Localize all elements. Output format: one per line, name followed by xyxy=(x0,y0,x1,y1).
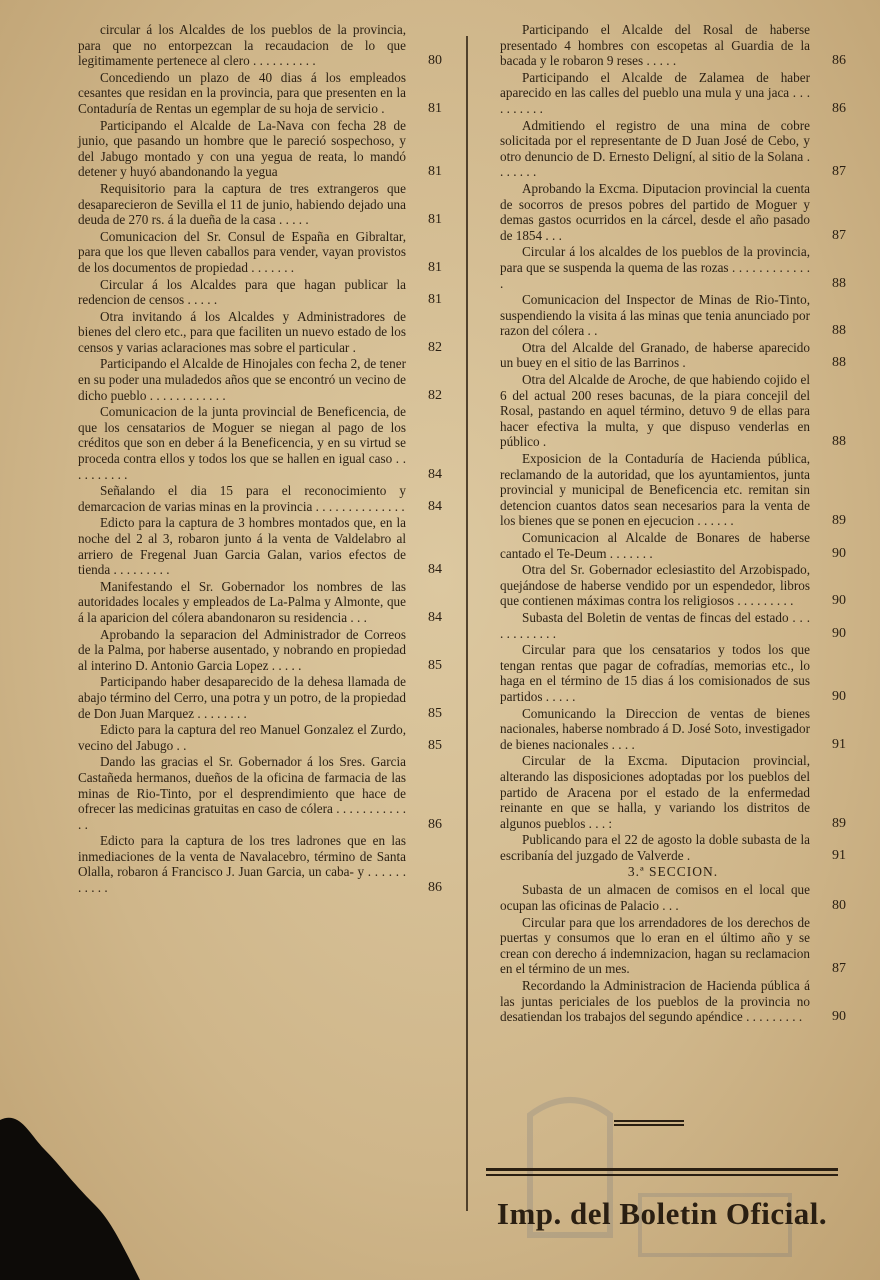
index-entry xyxy=(78,754,442,832)
page-number: 88 xyxy=(832,434,846,450)
double-rule xyxy=(486,1168,838,1180)
entry-text: Circular de la Excma. Diputacion provincial, alterando las disposiciones adoptadas por los pueblos del partido de Aracena por el estado de la enfermedad reinante en que se halla, y variando los distritos de algunos pueblos . . . : xyxy=(500,753,810,831)
page-number: 87 xyxy=(832,227,846,243)
page-number: 80 xyxy=(832,898,846,914)
entry-text: Comunicacion de la junta provincial de Beneficencia, de que los censatarios de Moguer se niegan al pago de los créditos que son en deber á la Beneficencia, y en su virtud se proceda contra ellos y todos los que se hallen en igual caso . . . . . . . . . . xyxy=(78,404,406,482)
right-entry-list xyxy=(500,22,846,863)
entry-text: Aprobando la Excma. Diputacion provincial la cuenta de socorros de presos pobres del partido de Moguer y demas gastos ocurridos en la cárcel, desde el año pasado de 1854 . . . xyxy=(500,180,810,243)
index-entry xyxy=(78,404,442,482)
page-number: 90 xyxy=(832,1009,846,1025)
page-number: 82 xyxy=(428,339,442,355)
entry-text: Subasta del Boletin de ventas de fincas del estado . . . . . . . . . . . . xyxy=(500,609,810,641)
entry-text: Participando haber desaparecido de la dehesa llamada de abajo término del Cerro, una potra y un potro, de la propiedad de Don Juan Marquez . . . . . . . . xyxy=(78,674,406,721)
entry-text: Aprobando la separacion del Administrador de Correos de la Palma, por haberse ausentado, y nobrando en propiedad al interino D. Antonio Garcia Lopez . . . . . xyxy=(78,626,406,673)
index-entry xyxy=(500,706,846,753)
page-number: 80 xyxy=(428,53,442,69)
index-entry xyxy=(500,118,846,180)
page-number: 91 xyxy=(832,736,846,752)
entry-text: Comunicando la Direccion de ventas de bienes nacionales, haberse nombrado á D. José Soto, investigador de bienes nacionales . . . . xyxy=(500,705,810,752)
index-entry xyxy=(500,181,846,243)
column-divider xyxy=(466,36,468,1211)
entry-text: Otra del Sr. Gobernador eclesiastito del Arzobispado, quejándose de haberse vendido por un espendedor, libros que contienen máximas contra los religiosos . . . . . . . . . xyxy=(500,562,810,609)
entry-text: Participando el Alcalde de Zalamea de haber aparecido en las calles del pueblo una mula y una jaca . . . . . . . . . . xyxy=(500,69,810,116)
left-column xyxy=(78,22,442,897)
entry-text: circular á los Alcaldes de los pueblos de la provincia, para que no entorpezcan la recaudacion de lo que legitimamente pertenece al clero . . . . . . . . . . xyxy=(78,22,406,69)
page-number: 81 xyxy=(428,164,442,180)
index-entry xyxy=(500,451,846,529)
index-entry xyxy=(500,372,846,450)
page-number: 81 xyxy=(428,259,442,275)
left-entry-list xyxy=(78,22,442,896)
entry-text: Exposicion de la Contaduría de Hacienda pública, reclamando de la autoridad, que los ayuntamientos, junta provincial y municipal de Beneficencia etc. remitan sin detencion cuantos datos sean necesarios para la venta de los bienes que se ponen en ejecucion . . . . . . xyxy=(500,451,810,529)
index-entry xyxy=(78,277,442,308)
index-entry xyxy=(500,70,846,117)
entry-text: Participando el Alcalde de Hinojales con fecha 2, de tener en su poder una muladedos años que se encontró un vecino de dicho pueblo . . . . . . . . . . . . xyxy=(78,356,406,403)
index-entry xyxy=(500,832,846,863)
page-number: 90 xyxy=(832,625,846,641)
page-number: 87 xyxy=(832,164,846,180)
entry-text: Circular para que los censatarios y todos los que tengan rentas que pagar de cofradías, memorias etc., lo haga en el término de 15 dias á los comisionados de sus partidos . . . . . xyxy=(500,642,810,704)
index-entry xyxy=(78,833,442,895)
page-number: 85 xyxy=(428,737,442,753)
section-title: 3.ª SECCION. xyxy=(627,864,719,880)
page-number: 90 xyxy=(832,593,846,609)
right-column xyxy=(500,22,846,1026)
entry-text: Otra invitando á los Alcaldes y Administradores de bienes del clero etc., para que faciliten un nuevo estado de los censos y varias aclaraciones mas sobre el particular . xyxy=(78,308,406,355)
index-entry xyxy=(500,978,846,1025)
printer-imprint: Imp. del Boletin Oficial. xyxy=(496,1196,828,1231)
entry-text: Subasta de un almacen de comisos en el local que ocupan las oficinas de Palacio . . . xyxy=(500,882,810,914)
page-number: 81 xyxy=(428,292,442,308)
page-number: 89 xyxy=(832,513,846,529)
index-entry xyxy=(500,244,846,291)
entry-text: Otra del Alcalde del Granado, de haberse aparecido un buey en el sitio de las Barrinos . xyxy=(500,339,810,371)
index-entry xyxy=(78,722,442,753)
page-number: 88 xyxy=(832,323,846,339)
torn-corner xyxy=(0,1110,140,1280)
page-number: 84 xyxy=(428,498,442,514)
entry-text: Publicando para el 22 de agosto la doble subasta de la escribanía del juzgado de Valverde . xyxy=(500,832,810,863)
index-entry xyxy=(500,882,846,913)
entry-text: Recordando la Administracion de Hacienda pública á las juntas periciales de los pueblos de la provincia no desatiendan los trabajos del segundo apéndice . . . . . . . . . xyxy=(500,978,810,1025)
index-entry xyxy=(78,627,442,674)
index-entry xyxy=(500,530,846,561)
index-entry xyxy=(78,70,442,117)
index-entry xyxy=(500,610,846,641)
entry-text: Concediendo un plazo de 40 dias á los empleados cesantes que residan en la provincia, para que presenten en la Contaduría de Rentas un egemplar de su hoja de servicio . xyxy=(78,69,406,116)
entry-text: Participando el Alcalde del Rosal de haberse presentado 4 hombres con escopetas al Guardia de la bacada y le robaron 9 reses . . . . . xyxy=(500,22,810,69)
index-entry xyxy=(78,515,442,577)
index-entry xyxy=(500,753,846,831)
page-number: 86 xyxy=(832,100,846,116)
page-number: 84 xyxy=(428,562,442,578)
entry-text: Circular á los alcaldes de los pueblos de la provincia, para que se suspenda la quema de las rozas . . . . . . . . . . . . . xyxy=(500,244,810,291)
index-entry xyxy=(78,483,442,514)
entry-text: Admitiendo el registro de una mina de cobre solicitada por el representante de D Juan José de Cebo, y otro denuncio de D. Ernesto Deligní, al sitio de la Solana . . . . . . . xyxy=(500,117,810,180)
page-number: 81 xyxy=(428,212,442,228)
entry-text: Dando las gracias el Sr. Gobernador á los Sres. Garcia Castañeda hermanos, dueños de la oficina de farmacia de las minas de Rio-Tinto, por el desprendimiento que hace de ofrecer las medicinas gratuitas en caso de cólera . . . . . . . . . . . . . xyxy=(78,754,406,832)
entry-text: Participando el Alcalde de La-Nava con fecha 28 de junio, que pasando un hombre que le pareció sospechoso, y del Jabugo montado y con una yegua de reata, lo mandó detener y huyó abandonando la yegua xyxy=(78,117,406,180)
page-number: 81 xyxy=(428,100,442,116)
page-number: 86 xyxy=(428,880,442,896)
page-number: 85 xyxy=(428,657,442,673)
index-entry xyxy=(78,181,442,228)
page-number: 82 xyxy=(428,387,442,403)
section-entry-list xyxy=(500,882,846,1024)
index-entry xyxy=(78,356,442,403)
index-entry xyxy=(500,642,846,704)
page-number: 85 xyxy=(428,705,442,721)
page-number: 91 xyxy=(832,847,846,863)
page-number: 84 xyxy=(428,466,442,482)
entry-text: Circular para que los arrendadores de los derechos de puertas y consumos que lo eran en el último año y se crean con derecho á indemnizacion, hagan su reclamacion en el término de un mes. xyxy=(500,914,810,977)
entry-text: Edicto para la captura de 3 hombres montados que, en la noche del 2 al 3, robaron junto á la venta de Valdelabro al arriero de Fregenal Juan Garcia Galan, varios efectos de tienda . . . . . . . . . xyxy=(78,515,406,578)
entry-text: Circular á los Alcaldes para que hagan publicar la redencion de censos . . . . . xyxy=(78,276,406,308)
index-entry xyxy=(500,292,846,339)
page-number: 90 xyxy=(832,688,846,704)
index-entry xyxy=(500,915,846,977)
entry-text: Edicto para la captura de los tres ladrones que en las inmediaciones de la venta de Navalacebro, término de Santa Olalla, robaron á Francisco J. Juan Garcia, un caba- y . . . . . . . . . . . xyxy=(78,833,406,896)
page-number: 88 xyxy=(832,275,846,291)
entry-text: Comunicacion al Alcalde de Bonares de haberse cantado el Te-Deum . . . . . . . xyxy=(500,530,810,561)
index-entry xyxy=(500,562,846,609)
index-entry xyxy=(500,340,846,371)
page-number: 84 xyxy=(428,609,442,625)
entry-text: Manifestando el Sr. Gobernador los nombres de las autoridades locales y empleados de La-Palma y Almonte, que á la aparicion del cólera abandonaron su residencia . . . xyxy=(78,578,406,625)
page-number: 90 xyxy=(832,545,846,561)
ornament-rule xyxy=(614,1120,684,1128)
entry-text: Edicto para la captura del reo Manuel Gonzalez el Zurdo, vecino del Jabugo . . xyxy=(78,722,406,753)
index-entry xyxy=(78,579,442,626)
index-entry xyxy=(78,309,442,356)
entry-text: Señalando el dia 15 para el reconocimiento y demarcacion de varias minas en la provincia . . . . . . . . . . . . . . xyxy=(78,483,406,514)
page-number: 88 xyxy=(832,355,846,371)
page-number: 86 xyxy=(832,53,846,69)
page-number: 89 xyxy=(832,815,846,831)
index-entry xyxy=(78,118,442,180)
entry-text: Requisitorio para la captura de tres extrangeros que desaparecieron de Sevilla el 11 de junio, habiendo dejado una deuda de 270 rs. á la dueña de la casa . . . . . xyxy=(78,180,406,228)
entry-text: Comunicacion del Inspector de Minas de Rio-Tinto, suspendiendo la visita á las minas que tenia anunciado por razon del cólera . . xyxy=(500,292,810,339)
entry-text: Comunicacion del Sr. Consul de España en Gibraltar, para que los que lleven caballos para vender, vayan provistos de los documentos de propiedad . . . . . . . xyxy=(78,228,406,275)
page-number: 87 xyxy=(832,961,846,977)
index-entry xyxy=(78,674,442,721)
entry-text: Otra del Alcalde de Aroche, de que habiendo cojido el 6 del actual 200 reses bacunas, de la piara concejil del Rosal, pastando en aquel término, detuvo 9 de ellas para hacer efectiva la multa, y que dispuso venderlas en público . xyxy=(500,372,810,450)
index-entry xyxy=(500,22,846,69)
index-entry xyxy=(78,22,442,69)
page-number: 86 xyxy=(428,816,442,832)
index-entry xyxy=(78,229,442,276)
